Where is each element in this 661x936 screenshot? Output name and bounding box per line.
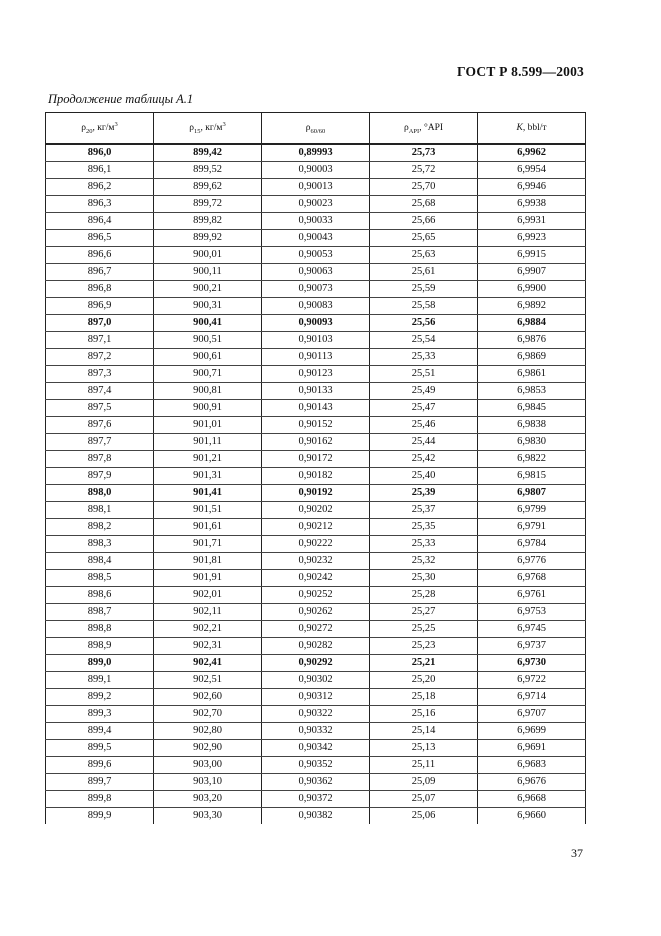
table-row — [46, 315, 586, 332]
table-row — [46, 638, 586, 655]
table-cell: 0,90222 — [262, 536, 370, 553]
table-cell: 0,90143 — [262, 400, 370, 417]
table-cell: 898,5 — [46, 570, 154, 587]
table-row — [46, 298, 586, 315]
table-cell: 25,13 — [370, 740, 478, 757]
table-cell: 901,21 — [154, 451, 262, 468]
table-cell: 0,90083 — [262, 298, 370, 315]
table-cell: 6,9869 — [478, 349, 586, 366]
table-cell: 0,90362 — [262, 774, 370, 791]
table-cell: 6,9815 — [478, 468, 586, 485]
table-cell: 900,11 — [154, 264, 262, 281]
table-row — [46, 655, 586, 672]
table-cell: 25,61 — [370, 264, 478, 281]
table-cell: 899,7 — [46, 774, 154, 791]
table-cell: 897,7 — [46, 434, 154, 451]
table-cell: 899,0 — [46, 655, 154, 672]
document-code: ГОСТ Р 8.599—2003 — [457, 64, 584, 79]
table-cell: 25,56 — [370, 315, 478, 332]
table-cell: 896,5 — [46, 230, 154, 247]
table-cell: 897,8 — [46, 451, 154, 468]
table-cell: 898,9 — [46, 638, 154, 655]
table-row — [46, 757, 586, 774]
table-cell: 899,82 — [154, 213, 262, 230]
table-cell: 25,35 — [370, 519, 478, 536]
table-cell: 25,11 — [370, 757, 478, 774]
table-cell: 25,09 — [370, 774, 478, 791]
table-row — [46, 672, 586, 689]
table-cell: 899,6 — [46, 757, 154, 774]
table-cell: 900,31 — [154, 298, 262, 315]
table-cell: 902,21 — [154, 621, 262, 638]
table-row — [46, 213, 586, 230]
table-cell: 902,70 — [154, 706, 262, 723]
column-header: $\rho_{60/60}$ — [262, 113, 370, 145]
table-cell: 25,65 — [370, 230, 478, 247]
table-row — [46, 366, 586, 383]
density-table — [45, 112, 586, 824]
table-row — [46, 417, 586, 434]
table-row — [46, 604, 586, 621]
table-cell: 900,21 — [154, 281, 262, 298]
table-cell: 899,2 — [46, 689, 154, 706]
table-cell: 899,1 — [46, 672, 154, 689]
table-cell: 0,90073 — [262, 281, 370, 298]
table-cell: 902,51 — [154, 672, 262, 689]
table-cell: 6,9799 — [478, 502, 586, 519]
table-cell: 25,40 — [370, 468, 478, 485]
table-row — [46, 791, 586, 808]
table-cell: 897,0 — [46, 315, 154, 332]
table-cell: 0,90113 — [262, 349, 370, 366]
table-row — [46, 434, 586, 451]
table-row — [46, 400, 586, 417]
table-cell: 903,20 — [154, 791, 262, 808]
table-cell: 0,90302 — [262, 672, 370, 689]
table-cell: 900,41 — [154, 315, 262, 332]
table-cell: 0,90262 — [262, 604, 370, 621]
table-cell: 6,9845 — [478, 400, 586, 417]
table-cell: 899,52 — [154, 162, 262, 179]
table-cell: 898,8 — [46, 621, 154, 638]
table-cell: 25,32 — [370, 553, 478, 570]
table-cell: 0,90342 — [262, 740, 370, 757]
table-cell: 0,90282 — [262, 638, 370, 655]
table-row — [46, 553, 586, 570]
table-cell: 25,49 — [370, 383, 478, 400]
table-cell: 6,9714 — [478, 689, 586, 706]
table-cell: 6,9861 — [478, 366, 586, 383]
table-cell: 25,06 — [370, 808, 478, 825]
table-cell: 0,90252 — [262, 587, 370, 604]
table-cell: 0,90123 — [262, 366, 370, 383]
table-cell: 0,90292 — [262, 655, 370, 672]
table-cell: 897,5 — [46, 400, 154, 417]
table-cell: 899,4 — [46, 723, 154, 740]
table-cell: 900,01 — [154, 247, 262, 264]
table-cell: 25,72 — [370, 162, 478, 179]
table-cell: 6,9791 — [478, 519, 586, 536]
table-cell: 6,9753 — [478, 604, 586, 621]
table-header-row — [46, 113, 586, 145]
table-cell: 896,9 — [46, 298, 154, 315]
table-row — [46, 740, 586, 757]
table-cell: 6,9954 — [478, 162, 586, 179]
table-row — [46, 570, 586, 587]
table-cell: 25,70 — [370, 179, 478, 196]
table-cell: 6,9660 — [478, 808, 586, 825]
table-cell: 899,8 — [46, 791, 154, 808]
table-row — [46, 621, 586, 638]
table-cell: 6,9691 — [478, 740, 586, 757]
table-cell: 25,46 — [370, 417, 478, 434]
table-body — [46, 144, 586, 824]
table-cell: 0,90332 — [262, 723, 370, 740]
table-cell: 897,6 — [46, 417, 154, 434]
table-row — [46, 196, 586, 213]
table-cell: 901,51 — [154, 502, 262, 519]
table-cell: 901,31 — [154, 468, 262, 485]
table-cell: 0,90063 — [262, 264, 370, 281]
table-cell: 6,9745 — [478, 621, 586, 638]
table-row — [46, 723, 586, 740]
table-cell: 897,2 — [46, 349, 154, 366]
table-cell: 25,14 — [370, 723, 478, 740]
table-cell: 0,90242 — [262, 570, 370, 587]
table-cell: 6,9923 — [478, 230, 586, 247]
table-cell: 899,3 — [46, 706, 154, 723]
table-cell: 0,90023 — [262, 196, 370, 213]
table-row — [46, 451, 586, 468]
table-row — [46, 468, 586, 485]
table-cell: 0,90182 — [262, 468, 370, 485]
table-cell: 6,9876 — [478, 332, 586, 349]
table-cell: 898,1 — [46, 502, 154, 519]
table-cell: 896,0 — [46, 144, 154, 162]
table-cell: 6,9900 — [478, 281, 586, 298]
table-cell: 25,42 — [370, 451, 478, 468]
table-cell: 0,90033 — [262, 213, 370, 230]
table-cell: 897,1 — [46, 332, 154, 349]
table-cell: 896,4 — [46, 213, 154, 230]
table-cell: 25,47 — [370, 400, 478, 417]
table-row — [46, 706, 586, 723]
table-row — [46, 247, 586, 264]
table-cell: 898,3 — [46, 536, 154, 553]
table-cell: 899,72 — [154, 196, 262, 213]
table-cell: 0,90013 — [262, 179, 370, 196]
table-row — [46, 179, 586, 196]
table-cell: 902,90 — [154, 740, 262, 757]
table-row — [46, 162, 586, 179]
table-row — [46, 485, 586, 502]
table-cell: 6,9946 — [478, 179, 586, 196]
table-cell: 899,92 — [154, 230, 262, 247]
table-row — [46, 281, 586, 298]
table-cell: 0,90382 — [262, 808, 370, 825]
table-cell: 0,90322 — [262, 706, 370, 723]
table-row — [46, 264, 586, 281]
table-row — [46, 587, 586, 604]
table-cell: 896,7 — [46, 264, 154, 281]
table-row — [46, 332, 586, 349]
table-row — [46, 502, 586, 519]
table-cell: 6,9707 — [478, 706, 586, 723]
table-cell: 0,90103 — [262, 332, 370, 349]
table-cell: 25,30 — [370, 570, 478, 587]
table-cell: 25,39 — [370, 485, 478, 502]
table-cell: 6,9915 — [478, 247, 586, 264]
table-cell: 901,81 — [154, 553, 262, 570]
table-row — [46, 383, 586, 400]
table-cell: 25,44 — [370, 434, 478, 451]
table-cell: 6,9892 — [478, 298, 586, 315]
table-cell: 6,9853 — [478, 383, 586, 400]
table-cell: 6,9768 — [478, 570, 586, 587]
table-cell: 903,30 — [154, 808, 262, 825]
table-cell: 900,71 — [154, 366, 262, 383]
table-cell: 898,4 — [46, 553, 154, 570]
table-cell: 897,4 — [46, 383, 154, 400]
table-cell: 901,01 — [154, 417, 262, 434]
table-cell: 6,9938 — [478, 196, 586, 213]
table-cell: 901,91 — [154, 570, 262, 587]
table-cell: 898,7 — [46, 604, 154, 621]
table-cell: 896,1 — [46, 162, 154, 179]
table-cell: 25,23 — [370, 638, 478, 655]
table-cell: 900,51 — [154, 332, 262, 349]
table-cell: 6,9699 — [478, 723, 586, 740]
table-cell: 0,90162 — [262, 434, 370, 451]
table-cell: 25,33 — [370, 536, 478, 553]
table-cell: 898,6 — [46, 587, 154, 604]
table-container — [45, 112, 585, 824]
column-header: $\rho_{API}$, °API — [370, 113, 478, 145]
table-row — [46, 774, 586, 791]
table-cell: 0,89993 — [262, 144, 370, 162]
table-row — [46, 519, 586, 536]
table-cell: 6,9776 — [478, 553, 586, 570]
table-cell: 0,90133 — [262, 383, 370, 400]
table-cell: 25,73 — [370, 144, 478, 162]
table-cell: 25,25 — [370, 621, 478, 638]
table-cell: 902,01 — [154, 587, 262, 604]
table-cell: 25,63 — [370, 247, 478, 264]
table-cell: 0,90043 — [262, 230, 370, 247]
table-cell: 25,18 — [370, 689, 478, 706]
table-row — [46, 230, 586, 247]
table-cell: 6,9807 — [478, 485, 586, 502]
table-cell: 0,90352 — [262, 757, 370, 774]
table-row — [46, 349, 586, 366]
table-cell: 6,9761 — [478, 587, 586, 604]
table-cell: 0,90172 — [262, 451, 370, 468]
table-cell: 6,9931 — [478, 213, 586, 230]
table-cell: 0,90272 — [262, 621, 370, 638]
table-cell: 899,9 — [46, 808, 154, 825]
table-cell: 0,90053 — [262, 247, 370, 264]
table-cell: 25,37 — [370, 502, 478, 519]
table-cell: 0,90003 — [262, 162, 370, 179]
table-cell: 25,59 — [370, 281, 478, 298]
table-cell: 6,9822 — [478, 451, 586, 468]
table-cell: 896,6 — [46, 247, 154, 264]
table-cell: 6,9830 — [478, 434, 586, 451]
table-cell: 0,90192 — [262, 485, 370, 502]
table-cell: 6,9668 — [478, 791, 586, 808]
table-row — [46, 536, 586, 553]
table-cell: 896,3 — [46, 196, 154, 213]
table-cell: 902,60 — [154, 689, 262, 706]
table-cell: 903,10 — [154, 774, 262, 791]
column-header: $\rho_{15}$, $кг/м^3$ — [154, 113, 262, 145]
table-cell: 898,2 — [46, 519, 154, 536]
page-number: 37 — [571, 846, 583, 860]
table-caption: Продолжение таблицы А.1 — [48, 92, 194, 106]
table-cell: 897,3 — [46, 366, 154, 383]
table-cell: 902,11 — [154, 604, 262, 621]
table-cell: 902,80 — [154, 723, 262, 740]
table-cell: 0,90372 — [262, 791, 370, 808]
table-cell: 898,0 — [46, 485, 154, 502]
column-header: $\rho_{20}$, $кг/м^3$ — [46, 113, 154, 145]
table-cell: 25,58 — [370, 298, 478, 315]
table-cell: 903,00 — [154, 757, 262, 774]
table-cell: 0,90312 — [262, 689, 370, 706]
table-cell: 899,5 — [46, 740, 154, 757]
table-cell: 900,81 — [154, 383, 262, 400]
table-cell: 6,9884 — [478, 315, 586, 332]
table-cell: 900,61 — [154, 349, 262, 366]
table-cell: 25,28 — [370, 587, 478, 604]
table-cell: 6,9722 — [478, 672, 586, 689]
column-header: K, bbl/т — [478, 113, 586, 145]
table-cell: 896,8 — [46, 281, 154, 298]
table-row — [46, 689, 586, 706]
table-cell: 900,91 — [154, 400, 262, 417]
table-cell: 6,9737 — [478, 638, 586, 655]
table-cell: 897,9 — [46, 468, 154, 485]
table-cell: 901,61 — [154, 519, 262, 536]
table-cell: 0,90202 — [262, 502, 370, 519]
table-cell: 6,9838 — [478, 417, 586, 434]
table-row — [46, 808, 586, 825]
table-cell: 25,68 — [370, 196, 478, 213]
table-cell: 901,11 — [154, 434, 262, 451]
table-cell: 6,9784 — [478, 536, 586, 553]
table-cell: 0,90093 — [262, 315, 370, 332]
table-cell: 6,9676 — [478, 774, 586, 791]
table-cell: 6,9730 — [478, 655, 586, 672]
table-cell: 0,90152 — [262, 417, 370, 434]
table-cell: 25,07 — [370, 791, 478, 808]
table-cell: 25,27 — [370, 604, 478, 621]
table-cell: 25,54 — [370, 332, 478, 349]
table-cell: 899,62 — [154, 179, 262, 196]
table-cell: 6,9907 — [478, 264, 586, 281]
table-cell: 902,31 — [154, 638, 262, 655]
table-cell: 25,21 — [370, 655, 478, 672]
table-cell: 902,41 — [154, 655, 262, 672]
table-cell: 25,16 — [370, 706, 478, 723]
table-cell: 899,42 — [154, 144, 262, 162]
table-cell: 6,9962 — [478, 144, 586, 162]
table-cell: 0,90232 — [262, 553, 370, 570]
table-cell: 901,71 — [154, 536, 262, 553]
table-cell: 901,41 — [154, 485, 262, 502]
table-cell: 25,51 — [370, 366, 478, 383]
table-cell: 25,20 — [370, 672, 478, 689]
table-cell: 25,66 — [370, 213, 478, 230]
table-cell: 6,9683 — [478, 757, 586, 774]
table-cell: 25,33 — [370, 349, 478, 366]
table-cell: 896,2 — [46, 179, 154, 196]
table-cell: 0,90212 — [262, 519, 370, 536]
table-row — [46, 144, 586, 162]
